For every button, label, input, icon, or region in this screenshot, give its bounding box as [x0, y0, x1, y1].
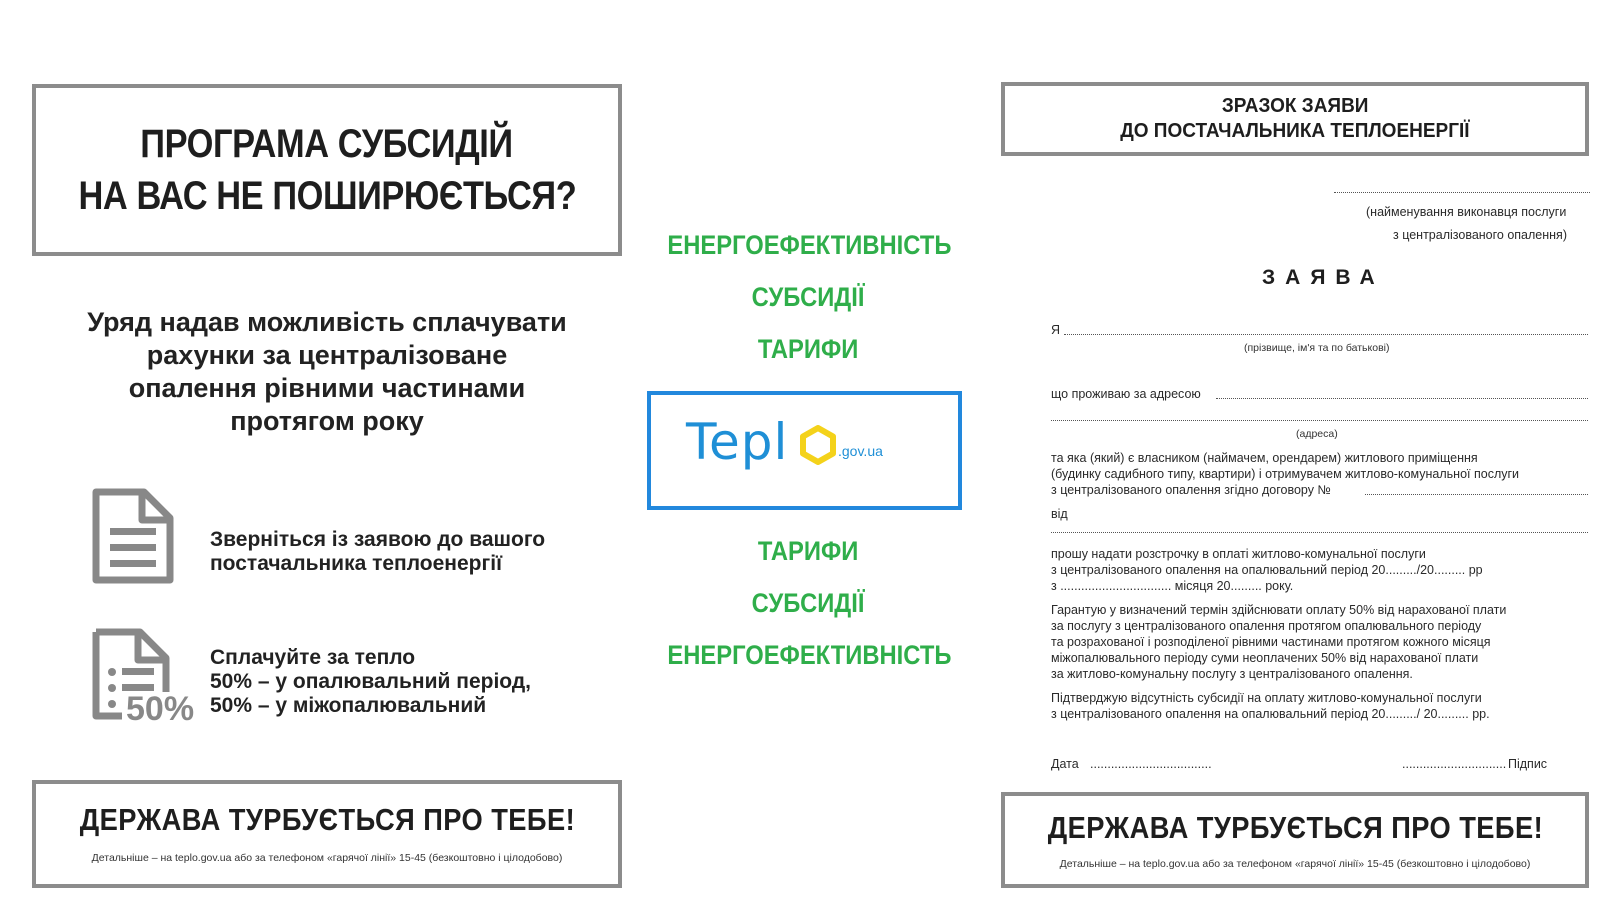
left-title-line-1: ПРОГРАМА СУБСИДІЙ [140, 122, 514, 166]
step-1-text [210, 528, 545, 576]
lead-line-3: опалення рівними частинами [128, 373, 526, 403]
confirm-line-1: Підтверджую відсутність субсидії на оплату житлово-комунальної послуги [1051, 691, 1482, 705]
sign-label: Підпис [1508, 757, 1548, 771]
contract-dotted-line [1365, 494, 1588, 495]
name-dotted-line [1064, 334, 1588, 335]
request-line-1: прошу надати розстрочку в оплаті житлово-комунальної послуги [1051, 547, 1426, 561]
provider-hint-1: (найменування виконавця послуги [1366, 205, 1567, 219]
guarantee-line-3: та розрахованої і розподіленої рівними частинами протягом кожного місяця [1051, 635, 1491, 649]
right-footer-box [1001, 792, 1589, 888]
date-dots: ................................... [1090, 757, 1212, 771]
step-2-line-2: 50% – у опалювальний період, [210, 670, 531, 693]
guarantee-line-4: міжопалювального періоду суми неоплачених 50% від нарахованої плати [1051, 651, 1479, 665]
name-hint: (прізвище, ім'я та по батькові) [1244, 342, 1390, 354]
guarantee-line-1: Гарантую у визначений термін здійснювати оплату 50% від нарахованої плати [1051, 603, 1507, 617]
right-title-box [1001, 82, 1589, 156]
sign-dots: .............................. [1402, 757, 1507, 771]
step-1-line-2: постачальника теплоенергії [210, 552, 502, 575]
right-title-line-1: ЗРАЗОК ЗАЯВИ [1221, 95, 1369, 117]
left-footer-note: Детальніше – на teplo.gov.ua або за телефоном «гарячої лінії» 15-45 (безкоштовно і цілодобово) [91, 852, 563, 864]
right-footer-title: ДЕРЖАВА ТУРБУЄТЬСЯ ПРО ТЕБЕ! [1047, 810, 1543, 845]
teplo-logo-box[interactable] [647, 391, 962, 510]
right-title-line-2: ДО ПОСТАЧАЛЬНИКА ТЕПЛОЕНЕРГІЇ [1120, 120, 1470, 142]
address-label: що проживаю за адресою [1051, 387, 1201, 401]
owner-line-3: з централізованого опалення згідно договору № [1051, 483, 1331, 497]
right-footer-note: Детальніше – на teplo.gov.ua або за телефоном «гарячої лінії» 15-45 (безкоштовно і цілодобово) [1059, 858, 1531, 870]
request-line-3: з ................................ місяця 20......... року. [1051, 579, 1294, 593]
from-label: від [1051, 507, 1068, 521]
left-footer-box [32, 780, 622, 888]
lead-line-4: протягом року [230, 406, 424, 436]
address-dotted-line-1 [1216, 398, 1588, 399]
request-line-2: з централізованого опалення на опалювальний період 20........./20......... рр [1051, 563, 1483, 577]
owner-line-2: (будинку садибного типу, квартири) і отримувачем житлово-комунальної послуги [1051, 467, 1520, 481]
step-2-line-3: 50% – у міжопалювальний [210, 694, 487, 717]
lead-line-1: Уряд надав можливість сплачувати [87, 307, 567, 337]
step-1-line-1: Зверніться із заявою до вашого [210, 528, 546, 551]
center-bottom-word-2: СУБСИДІЇ [751, 588, 865, 618]
provider-hint-2: з централізованого опалення) [1393, 228, 1567, 242]
left-footer-title: ДЕРЖАВА ТУРБУЄТЬСЯ ПРО ТЕБЕ! [79, 802, 575, 837]
center-top-word-3: ТАРИФИ [757, 334, 859, 364]
provider-dotted-line [1334, 192, 1590, 193]
center-top-word-2: СУБСИДІЇ [751, 282, 865, 312]
guarantee-line-2: за послугу з централізованого опалення протягом опалювального періоду [1051, 619, 1482, 633]
center-bottom-word-3: ЕНЕРГОЕФЕКТИВНІСТЬ [667, 640, 952, 670]
confirm-line-2: з централізованого опалення на опалювальний період 20........./ 20......... рр. [1051, 707, 1490, 721]
center-top-word-1: ЕНЕРГОЕФЕКТИВНІСТЬ [667, 230, 952, 260]
address-dotted-line-2 [1051, 420, 1588, 421]
owner-line-1: та яка (який) є власником (наймачем, орендарем) житлового приміщення [1051, 451, 1478, 465]
step-2-text [210, 646, 531, 718]
checklist-document-icon [92, 628, 204, 724]
left-title-box [32, 84, 622, 256]
address-hint: (адреса) [1296, 428, 1338, 440]
guarantee-line-5: за житлово-комунальну послугу з централізованого опалення. [1051, 667, 1413, 681]
document-icon [92, 488, 174, 584]
logo-domain: .gov.ua [838, 443, 883, 459]
from-dotted-line [1051, 532, 1588, 533]
left-lead-text [30, 306, 624, 438]
step-2-line-1: Сплачуйте за тепло [210, 646, 416, 669]
left-title-line-2: НА ВАС НЕ ПОШИРЮЄТЬСЯ? [78, 174, 576, 218]
date-label: Дата [1051, 757, 1079, 771]
hexagon-logo-icon [799, 425, 837, 465]
form-heading: ЗАЯВА [1262, 266, 1385, 289]
percent-badge: 50% [126, 690, 195, 724]
center-bottom-word-1: ТАРИФИ [757, 536, 859, 566]
lead-line-2: рахунки за централізоване [146, 340, 508, 370]
i-label: Я [1051, 323, 1061, 337]
logo-text: Tepl [686, 413, 789, 471]
